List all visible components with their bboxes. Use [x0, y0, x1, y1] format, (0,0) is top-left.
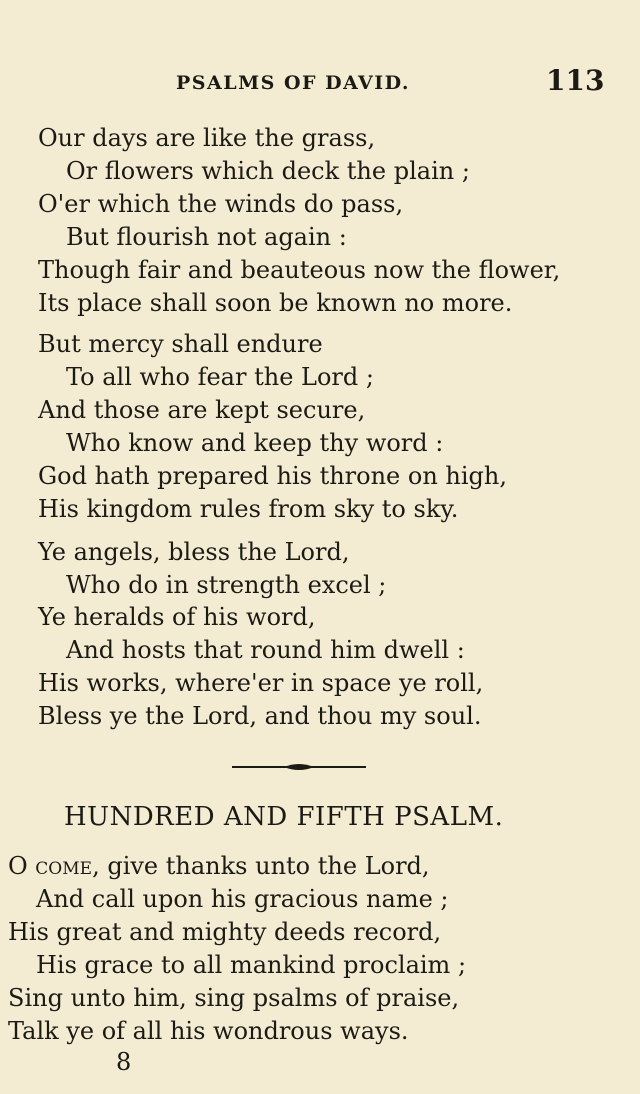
verse-line: Our days are like the grass,: [38, 124, 376, 152]
verse-line: God hath prepared his throne on high,: [38, 462, 507, 490]
verse-line: Who do in strength excel ;: [66, 571, 387, 599]
opening-line-rest: give thanks unto the Lord,: [99, 852, 430, 880]
verse-line: Ye angels, bless the Lord,: [38, 538, 350, 566]
verse-line: And call upon his gracious name ;: [36, 885, 449, 913]
opening-words: O come,: [8, 852, 100, 880]
verse-line: Though fair and beauteous now the flower,: [38, 256, 561, 284]
verse-line: Or flowers which deck the plain ;: [66, 157, 470, 185]
psalm-title: HUNDRED AND FIFTH PSALM.: [64, 802, 504, 832]
running-title: PSALMS OF DAVID.: [176, 72, 411, 94]
verse-line: His kingdom rules from sky to sky.: [38, 495, 459, 523]
verse-line: Sing unto him, sing psalms of praise,: [8, 984, 460, 1012]
page-number: 113: [546, 64, 605, 97]
verse-line: And hosts that round him dwell :: [66, 636, 465, 664]
verse-line: His great and mighty deeds record,: [8, 918, 442, 946]
verse-line: His grace to all mankind proclaim ;: [36, 951, 467, 979]
signature-mark: 8: [116, 1048, 132, 1076]
verse-line: And those are kept secure,: [38, 396, 366, 424]
verse-line: Who know and keep thy word :: [66, 429, 444, 457]
verse-line: Talk ye of all his wondrous ways.: [8, 1017, 409, 1045]
verse-line: Ye heralds of his word,: [38, 603, 316, 631]
verse-line: [8, 852, 430, 880]
verse-line: Bless ye the Lord, and thou my soul.: [38, 702, 482, 730]
verse-line: O'er which the winds do pass,: [38, 190, 404, 218]
verse-line: But mercy shall endure: [38, 330, 323, 358]
verse-line: His works, where'er in space ye roll,: [38, 669, 484, 697]
verse-line: To all who fear the Lord ;: [66, 363, 374, 391]
ornamental-rule: [232, 760, 366, 774]
verse-line: Its place shall soon be known no more.: [38, 289, 513, 317]
verse-line: But flourish not again :: [66, 223, 347, 251]
